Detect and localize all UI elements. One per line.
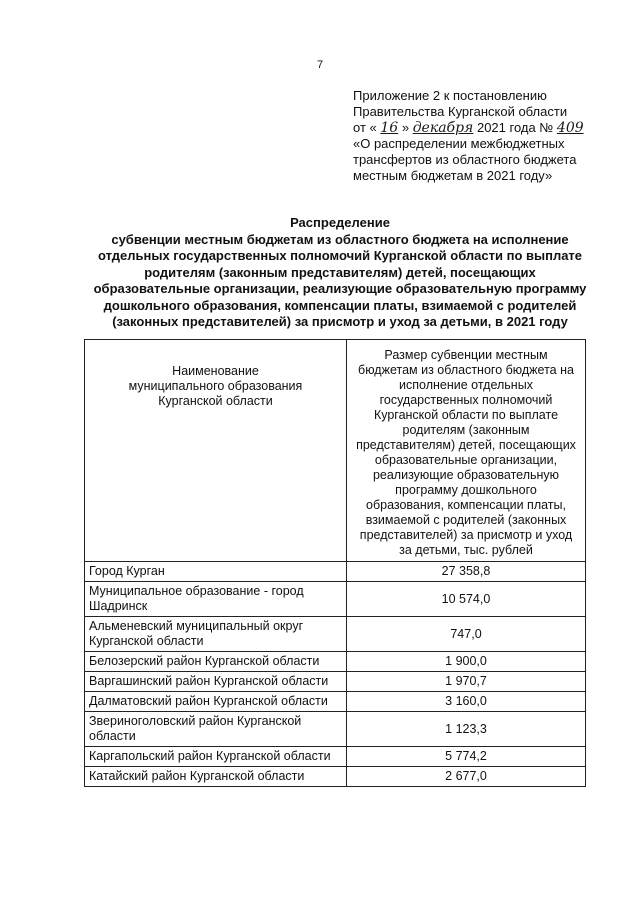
header-name-line: муниципального образования	[128, 379, 303, 393]
row-amount-cell: 10 574,0	[347, 582, 586, 617]
row-name-cell	[85, 767, 347, 787]
appendix-line-1: Приложение 2 к постановлению	[353, 88, 547, 103]
header-amount-line: за детьми, тыс. рублей	[399, 543, 533, 557]
row-name-cell	[85, 692, 347, 712]
row-name-line: Белозерский район Курганской области	[89, 654, 320, 668]
table-row	[85, 692, 586, 712]
appendix-line-2: Правительства Курганской области	[353, 104, 568, 119]
row-amount-cell: 5 774,2	[347, 747, 586, 767]
row-name-line: Муниципальное образование - город	[89, 584, 304, 598]
date-prefix: от «	[353, 120, 377, 135]
row-amount-cell: 1 970,7	[347, 672, 586, 692]
row-name-cell	[85, 652, 347, 672]
header-amount-line: бюджетам из областного бюджета на	[358, 363, 574, 377]
handwritten-day: 16	[380, 120, 399, 136]
header-amount-line: реализующие образовательную	[372, 468, 560, 482]
header-amount-line: Размер субвенции местным	[384, 348, 548, 362]
title-line-6: дошкольного образования, компенсации платы, взимаемой с родителей	[103, 297, 577, 313]
table-header-row	[85, 340, 586, 562]
title-line-3: отдельных государственных полномочий Курганской области по выплате	[97, 248, 583, 263]
row-amount-cell: 1 900,0	[347, 652, 586, 672]
page-number: 7	[316, 59, 324, 71]
header-name-cell	[85, 340, 347, 562]
row-name-cell	[85, 582, 347, 617]
row-name-line: области	[89, 729, 136, 743]
year-text: 2021 года №	[476, 120, 554, 135]
row-name-line: Катайский район Курганской области	[89, 769, 305, 783]
header-name-line: Наименование	[172, 364, 259, 378]
subvention-table	[84, 339, 586, 787]
table-row	[85, 672, 586, 692]
appendix-block	[353, 88, 603, 184]
row-name-cell	[85, 562, 347, 582]
row-name-cell	[85, 617, 347, 652]
header-amount-line: исполнение отдельных	[399, 378, 533, 392]
row-name-line: Шадринск	[89, 599, 148, 613]
table-row	[85, 652, 586, 672]
row-name-cell	[85, 712, 347, 747]
header-amount-line: взимаемой с родителей (законных	[365, 513, 567, 527]
title-line-1: Распределение	[290, 215, 390, 230]
row-amount-cell: 2 677,0	[347, 767, 586, 787]
header-amount-line: Курганской области по выплате	[373, 408, 559, 422]
header-name-line: Курганской области	[158, 394, 273, 408]
appendix-line-6: местным бюджетам в 2021 году»	[353, 168, 553, 183]
handwritten-number: 409	[556, 120, 584, 136]
table-row	[85, 582, 586, 617]
handwritten-month: декабря	[412, 120, 474, 136]
header-amount-line: представителей) за присмотр и уход	[359, 528, 573, 542]
title-line-4: родителям (законным представителям) детей, посещающих	[144, 264, 536, 280]
row-amount-cell: 3 160,0	[347, 692, 586, 712]
row-amount-cell: 1 123,3	[347, 712, 586, 747]
header-amount-cell	[347, 340, 586, 562]
appendix-line-5: трансфертов из областного бюджета	[353, 152, 577, 167]
table-row	[85, 767, 586, 787]
header-amount-line: образовательные организации,	[374, 453, 558, 467]
row-name-line: Звериноголовский район Курганской	[89, 714, 302, 728]
header-amount-line: представителям) детей, посещающих	[356, 438, 576, 452]
appendix-date-line	[353, 120, 603, 136]
date-mid: »	[401, 120, 410, 135]
row-name-line: Варгашинский район Курганской области	[89, 674, 329, 688]
appendix-line-4: «О распределении межбюджетных	[353, 136, 565, 151]
table-row	[85, 562, 586, 582]
table-row	[85, 617, 586, 652]
document-title	[60, 215, 620, 331]
row-name-line: Город Курган	[89, 564, 165, 578]
table-row	[85, 747, 586, 767]
header-amount-line: программу дошкольного	[395, 483, 537, 497]
header-amount-line: государственных полномочий	[379, 393, 553, 407]
row-name-line: Каргапольский район Курганской области	[89, 749, 331, 763]
row-name-line: Курганской области	[89, 634, 204, 648]
header-amount-line: родителям (законным	[402, 423, 530, 437]
row-name-line: Далматовский район Курганской области	[89, 694, 328, 708]
title-line-5: образовательные организации, реализующие образовательную программу	[93, 281, 587, 296]
row-name-line: Альменевский муниципальный округ	[89, 619, 304, 633]
row-name-cell	[85, 672, 347, 692]
row-amount-cell: 27 358,8	[347, 562, 586, 582]
table-row	[85, 712, 586, 747]
row-name-cell	[85, 747, 347, 767]
header-amount-line: образования, компенсации платы,	[366, 498, 566, 512]
row-amount-cell: 747,0	[347, 617, 586, 652]
title-line-2: субвенции местным бюджетам из областного бюджета на исполнение	[111, 231, 569, 247]
title-line-7: (законных представителей) за присмотр и уход за детьми, в 2021 году	[112, 314, 568, 329]
